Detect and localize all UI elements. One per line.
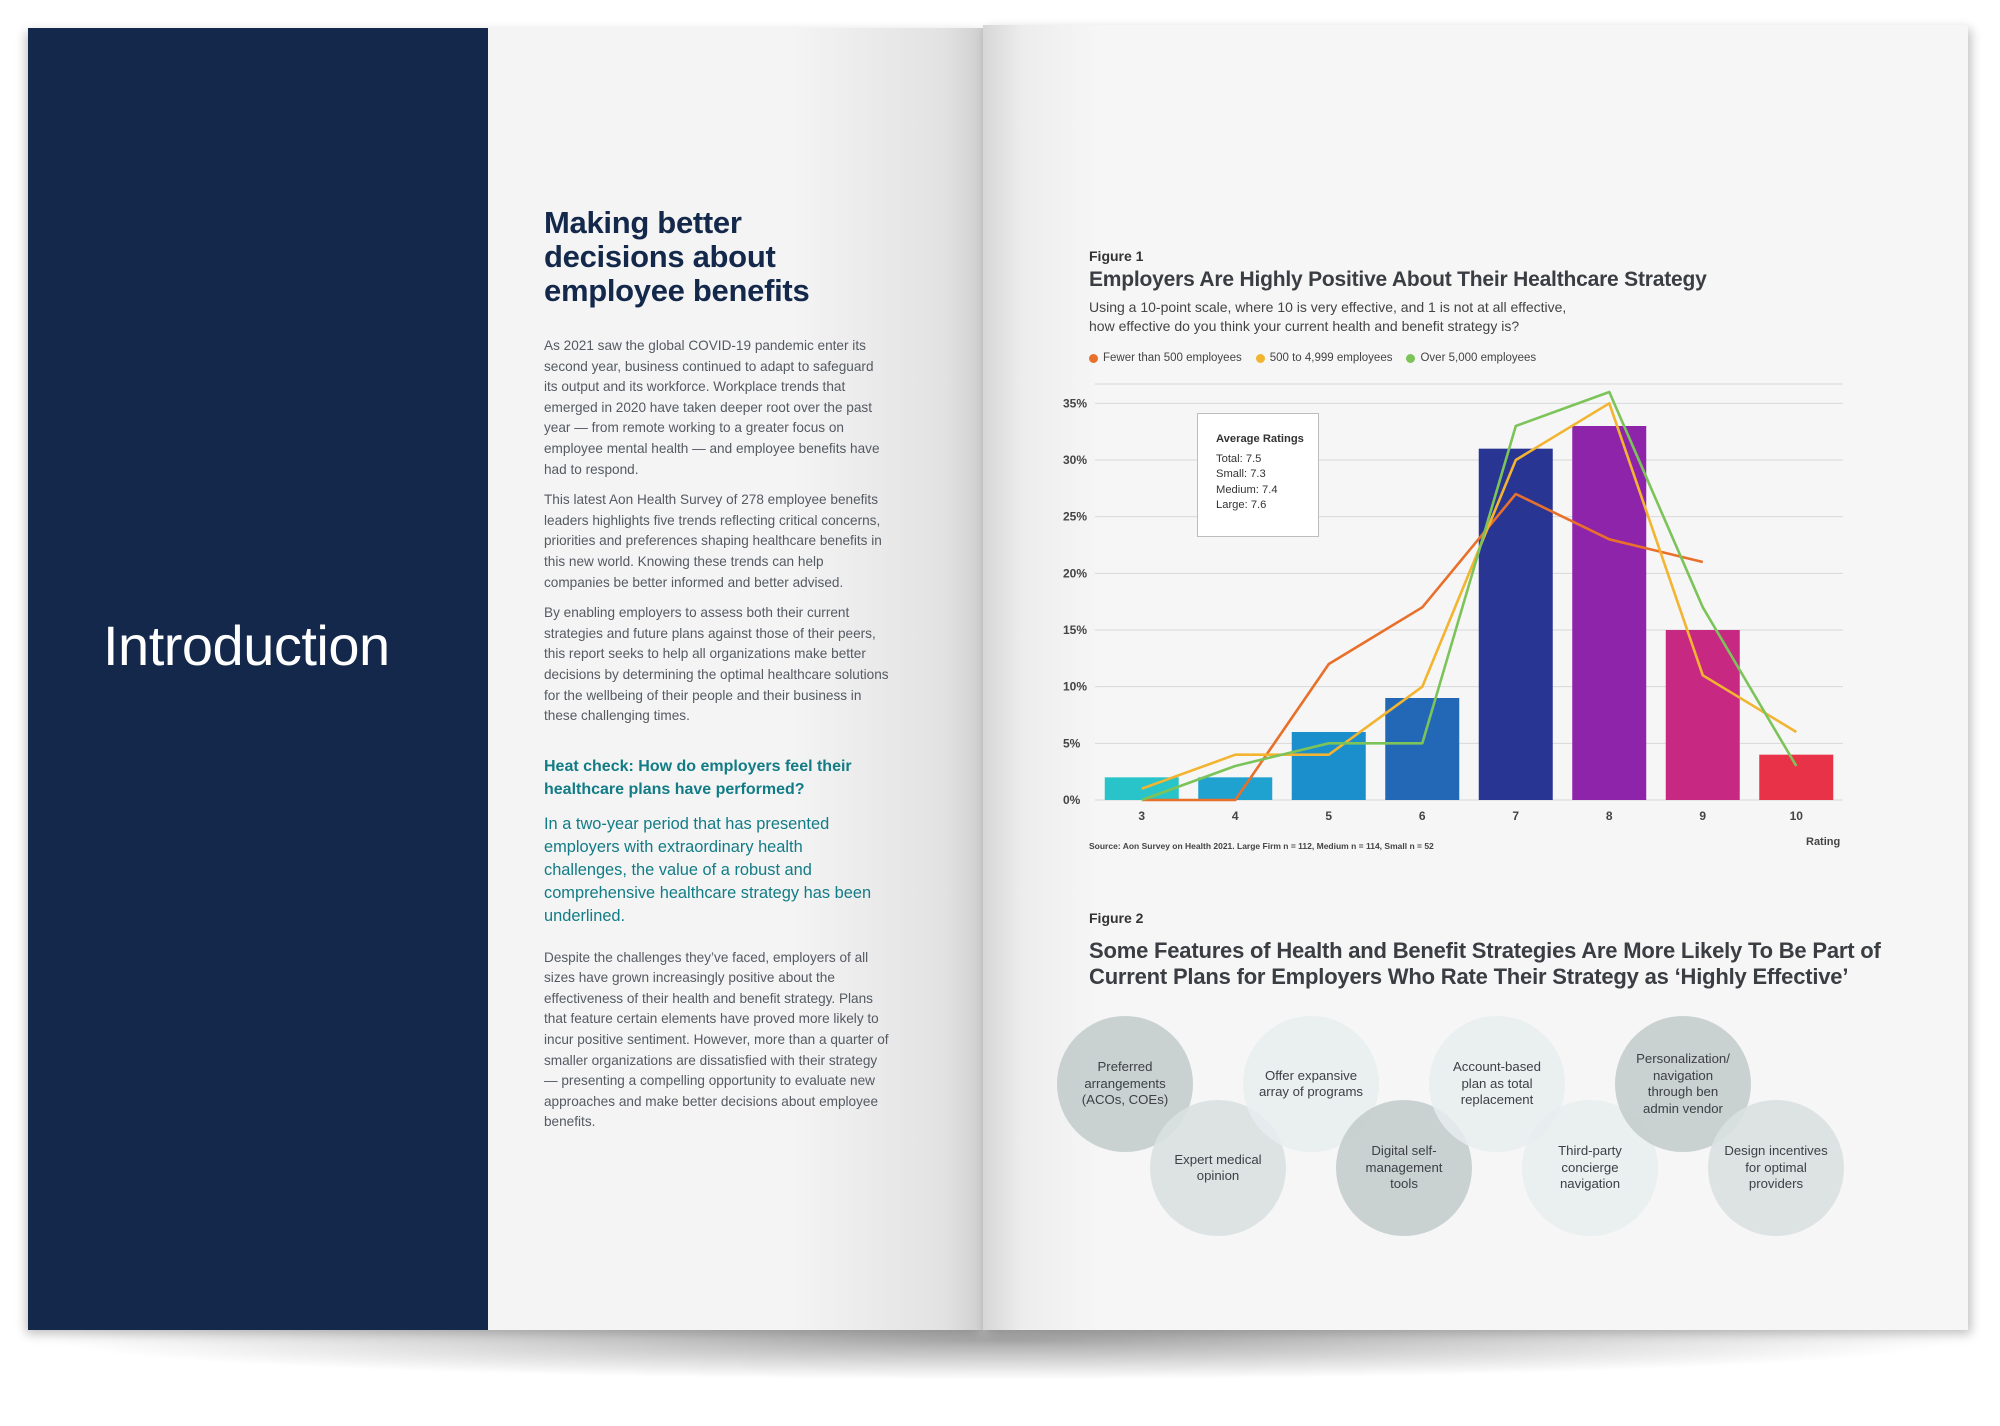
bar-rating-9 bbox=[1666, 630, 1740, 800]
figure-1-subtitle-line-1: Using a 10-point scale, where 10 is very effective, and 1 is not at all effective, bbox=[1089, 299, 1567, 315]
body-paragraph-3: By enabling employers to assess both their current strategies and future plans against those of their peers, this report seeks to help all organizations make better decisions by determining the optimal healthcare solutions for the wellbeing of their people and their business in these challenging times. bbox=[544, 605, 889, 724]
y-tick-label-30: 30% bbox=[1063, 453, 1088, 467]
introduction-title: Introduction bbox=[103, 614, 390, 677]
body-paragraph-1: As 2021 saw the global COVID-19 pandemic enter its second year, business continued to adapt to safeguard its output and its workforce. Workplace trends that emerged in 2020 have taken deeper root over the past year — from remote working to a greater focus on employee mental health — and employee benefits have had to respond. bbox=[544, 338, 880, 477]
page-heading: Making better decisions about employee benefits bbox=[544, 205, 810, 308]
average-ratings-box bbox=[1197, 413, 1319, 537]
feature-circle-design-incentives: Design incentives for optimal providers bbox=[1708, 1100, 1844, 1236]
x-tick-label-10: 10 bbox=[1789, 809, 1803, 823]
x-tick-label-3: 3 bbox=[1138, 809, 1146, 823]
bar-rating-6 bbox=[1385, 698, 1459, 800]
bar-rating-3 bbox=[1105, 777, 1179, 800]
bar-rating-4 bbox=[1198, 777, 1272, 800]
x-axis-title: Rating bbox=[1806, 836, 1841, 848]
average-total: Total: 7.5 bbox=[1216, 452, 1262, 465]
body-paragraph-2: This latest Aon Health Survey of 278 employee benefits leaders highlights five trends reflecting critical concerns, priorities and preferences shaping healthcare benefits in this new world. Knowing these trends can help companies be better informed and better advised. bbox=[544, 492, 882, 590]
legend-label-medium: 500 to 4,999 employees bbox=[1269, 352, 1393, 364]
y-tick-label-15: 15% bbox=[1063, 623, 1088, 637]
x-tick-label-5: 5 bbox=[1325, 809, 1333, 823]
x-tick-label-9: 9 bbox=[1699, 809, 1707, 823]
y-tick-label-20: 20% bbox=[1063, 566, 1088, 581]
average-small: Small: 7.3 bbox=[1216, 468, 1266, 480]
legend-label-large: Over 5,000 employees bbox=[1420, 352, 1537, 364]
y-tick-label-10: 10% bbox=[1063, 679, 1088, 694]
y-tick-label-25: 25% bbox=[1063, 509, 1088, 524]
y-tick-label-0: 0% bbox=[1063, 793, 1081, 807]
bar-rating-10 bbox=[1759, 755, 1833, 800]
average-ratings-title: Average Ratings bbox=[1216, 433, 1304, 445]
feature-circle-account-based-plan: Account-based plan as total replacement bbox=[1429, 1016, 1565, 1152]
legend-label-small: Fewer than 500 employees bbox=[1103, 352, 1242, 364]
x-tick-label-6: 6 bbox=[1418, 809, 1426, 823]
chart-source-note: Source: Aon Survey on Health 2021. Large Firm n = 112, Medium n = 114, Small n = 52 bbox=[1089, 841, 1434, 851]
x-tick-label-8: 8 bbox=[1605, 809, 1613, 823]
x-tick-label-4: 4 bbox=[1231, 809, 1239, 823]
figure-1-label: Figure 1 bbox=[1089, 248, 1144, 264]
callout-heading: Heat check: How do employers feel their healthcare plans have performed? bbox=[544, 757, 852, 798]
figure-2-title: Some Features of Health and Benefit Strategies Are More Likely To Be Part of Current Plans for Employers Who Rate Their Strategy as ‘Highly Effective’ bbox=[1089, 938, 1881, 989]
average-large: Large: 7.6 bbox=[1216, 499, 1267, 511]
figure-2-label: Figure 2 bbox=[1089, 910, 1144, 926]
feature-circle-expansive-programs: Offer expansive array of programs bbox=[1243, 1016, 1379, 1152]
figure-1-title: Employers Are Highly Positive About Their Healthcare Strategy bbox=[1089, 268, 1707, 291]
feature-circle-third-party-concierge: Third-party concierge navigation bbox=[1522, 1100, 1658, 1236]
callout-text: In a two-year period that has presented employers with extraordinary health challenges, the value of a robust and comprehensive healthcare strategy has been underlined. bbox=[544, 814, 872, 925]
y-tick-label-35: 35% bbox=[1063, 396, 1088, 411]
closing-paragraph: Despite the challenges they’ve faced, employers of all sizes have grown increasingly positive about the effectiveness of their health and benefit strategy. Plans that feature certain elements have proved more likely to incur positive sentiment. However, more than a quarter of smaller organizations are dissatisfied with their strategy — presenting a compelling opportunity to evaluate new approaches and make better decisions about employee benefits. bbox=[544, 949, 889, 1130]
bar-rating-7 bbox=[1479, 449, 1553, 800]
x-tick-label-7: 7 bbox=[1512, 809, 1520, 823]
figure-1-subtitle-line-2: how effective do you think your current health and benefit strategy is? bbox=[1089, 318, 1520, 334]
y-tick-label-5: 5% bbox=[1063, 736, 1081, 751]
feature-circle-expert-medical-opinion: Expert medical opinion bbox=[1150, 1100, 1286, 1236]
average-medium: Medium: 7.4 bbox=[1216, 483, 1278, 496]
feature-circle-preferred-arrangements: Preferred arrangements (ACOs, COEs) bbox=[1057, 1016, 1193, 1152]
feature-circle-personalization-navigation: Personalization/ navigation through ben admin vendor bbox=[1615, 1016, 1751, 1152]
feature-circle-digital-self-management: Digital self-management tools bbox=[1336, 1100, 1472, 1236]
